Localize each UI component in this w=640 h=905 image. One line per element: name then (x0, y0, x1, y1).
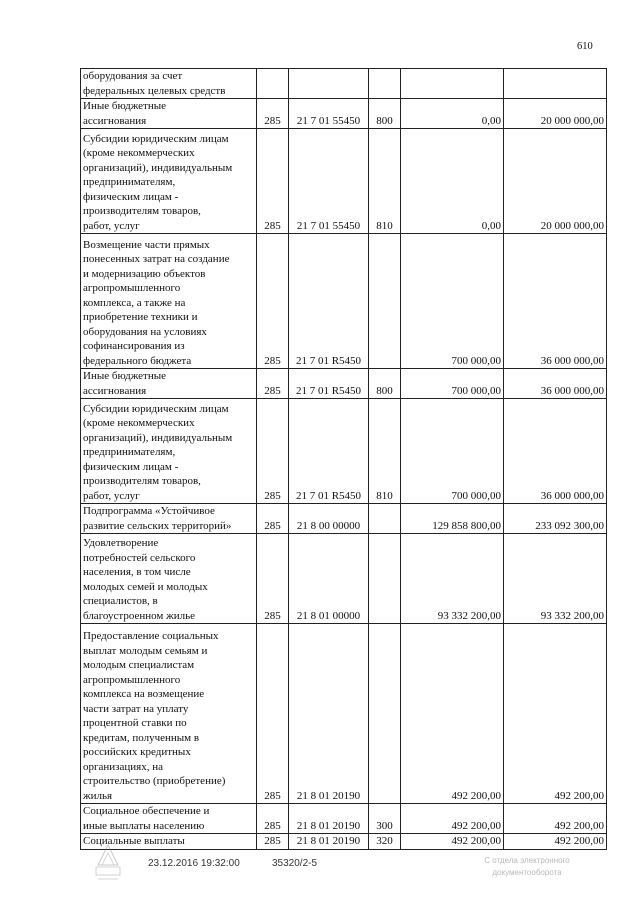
row-description: Социальное обеспечение и иные выплаты населению (81, 804, 257, 834)
ministry-code: 285 (257, 804, 289, 834)
ministry-code: 285 (257, 624, 289, 804)
amount-2016: 0,00 (401, 129, 504, 234)
ministry-code: 285 (257, 99, 289, 129)
row-description: Подпрограмма «Устойчивое развитие сельских территорий» (81, 504, 257, 534)
target-article-code: 21 7 01 R5450 (289, 399, 369, 504)
ministry-code: 285 (257, 129, 289, 234)
amount-2017: 20 000 000,00 (504, 99, 607, 129)
amount-2017: 20 000 000,00 (504, 129, 607, 234)
amount-2016: 492 200,00 (401, 834, 504, 850)
expense-type-code (369, 504, 401, 534)
amount-2016 (401, 69, 504, 99)
target-article-code: 21 7 01 55450 (289, 99, 369, 129)
target-article-code (289, 69, 369, 99)
expense-type-code: 810 (369, 129, 401, 234)
target-article-code: 21 8 01 20190 (289, 804, 369, 834)
table-row (81, 534, 607, 624)
budget-table (80, 68, 607, 850)
ministry-code: 285 (257, 369, 289, 399)
amount-2017 (504, 69, 607, 99)
table-row (81, 804, 607, 834)
row-description: Возмещение части прямых понесенных затрат на создание и модернизацию объектов агропромышленного комплекса, а также на приобретение техники и оборудования на условиях софинансирования из федерального бюджета (81, 234, 257, 369)
row-description: Социальные выплаты (81, 834, 257, 850)
amount-2016: 492 200,00 (401, 624, 504, 804)
amount-2016: 700 000,00 (401, 399, 504, 504)
expense-type-code: 300 (369, 804, 401, 834)
target-article-code: 21 7 01 R5450 (289, 234, 369, 369)
amount-2017: 36 000 000,00 (504, 399, 607, 504)
table-row (81, 234, 607, 369)
amount-2017: 233 092 300,00 (504, 504, 607, 534)
footer-document-id: 35320/2-5 (272, 858, 318, 869)
target-article-code: 21 7 01 55450 (289, 129, 369, 234)
table-row (81, 624, 607, 804)
amount-2016: 0,00 (401, 99, 504, 129)
amount-2017: 36 000 000,00 (504, 234, 607, 369)
ministry-code: 285 (257, 834, 289, 850)
expense-type-code (369, 69, 401, 99)
row-description: Удовлетворение потребностей сельского населения, в том числе молодых семей и молодых специалистов, в благоустроенном жилье (81, 534, 257, 624)
expense-type-code (369, 234, 401, 369)
ministry-code: 285 (257, 234, 289, 369)
amount-2016: 492 200,00 (401, 804, 504, 834)
row-description: Предоставление социальных выплат молодым семьям и молодым специалистам агропромышленного комплекса на возмещение части затрат на уплату процентной ставки по кредитам, полученным в российских кредитных организациях, на строительство (приобретение) жилья (81, 624, 257, 804)
page-number: 610 (577, 41, 593, 52)
expense-type-code: 800 (369, 99, 401, 129)
row-description: Иные бюджетные ассигнования (81, 369, 257, 399)
amount-2017: 36 000 000,00 (504, 369, 607, 399)
amount-2017: 93 332 200,00 (504, 534, 607, 624)
expense-type-code: 810 (369, 399, 401, 504)
table-row (81, 129, 607, 234)
table-row (81, 399, 607, 504)
document-stamp-icon (92, 843, 124, 883)
ministry-code: 285 (257, 504, 289, 534)
footer-timestamp: 23.12.2016 19:32:00 (148, 858, 240, 869)
amount-2017: 492 200,00 (504, 624, 607, 804)
amount-2016: 129 858 800,00 (401, 504, 504, 534)
row-description: Субсидии юридическим лицам (кроме некоммерческих организаций), индивидуальным предпринимателям, физическим лицам - производителям товаров, работ, услуг (81, 399, 257, 504)
ministry-code: 285 (257, 534, 289, 624)
table-row (81, 69, 607, 99)
target-article-code: 21 8 01 20190 (289, 624, 369, 804)
ministry-code (257, 69, 289, 99)
table-row (81, 504, 607, 534)
target-article-code: 21 7 01 R5450 (289, 369, 369, 399)
row-description: Иные бюджетные ассигнования (81, 99, 257, 129)
target-article-code: 21 8 00 00000 (289, 504, 369, 534)
target-article-code: 21 8 01 00000 (289, 534, 369, 624)
amount-2016: 700 000,00 (401, 369, 504, 399)
row-description: оборудования за счет федеральных целевых средств (81, 69, 257, 99)
table-row (81, 834, 607, 850)
expense-type-code: 800 (369, 369, 401, 399)
expense-type-code (369, 534, 401, 624)
amount-2017: 492 200,00 (504, 804, 607, 834)
amount-2016: 93 332 200,00 (401, 534, 504, 624)
registration-stamp: С отдела электронного документооборота (484, 856, 570, 877)
target-article-code: 21 8 01 20190 (289, 834, 369, 850)
expense-type-code (369, 624, 401, 804)
ministry-code: 285 (257, 399, 289, 504)
table-row (81, 369, 607, 399)
amount-2016: 700 000,00 (401, 234, 504, 369)
expense-type-code: 320 (369, 834, 401, 850)
row-description: Субсидии юридическим лицам (кроме некоммерческих организаций), индивидуальным предпринимателям, физическим лицам - производителям товаров, работ, услуг (81, 129, 257, 234)
amount-2017: 492 200,00 (504, 834, 607, 850)
table-row (81, 99, 607, 129)
